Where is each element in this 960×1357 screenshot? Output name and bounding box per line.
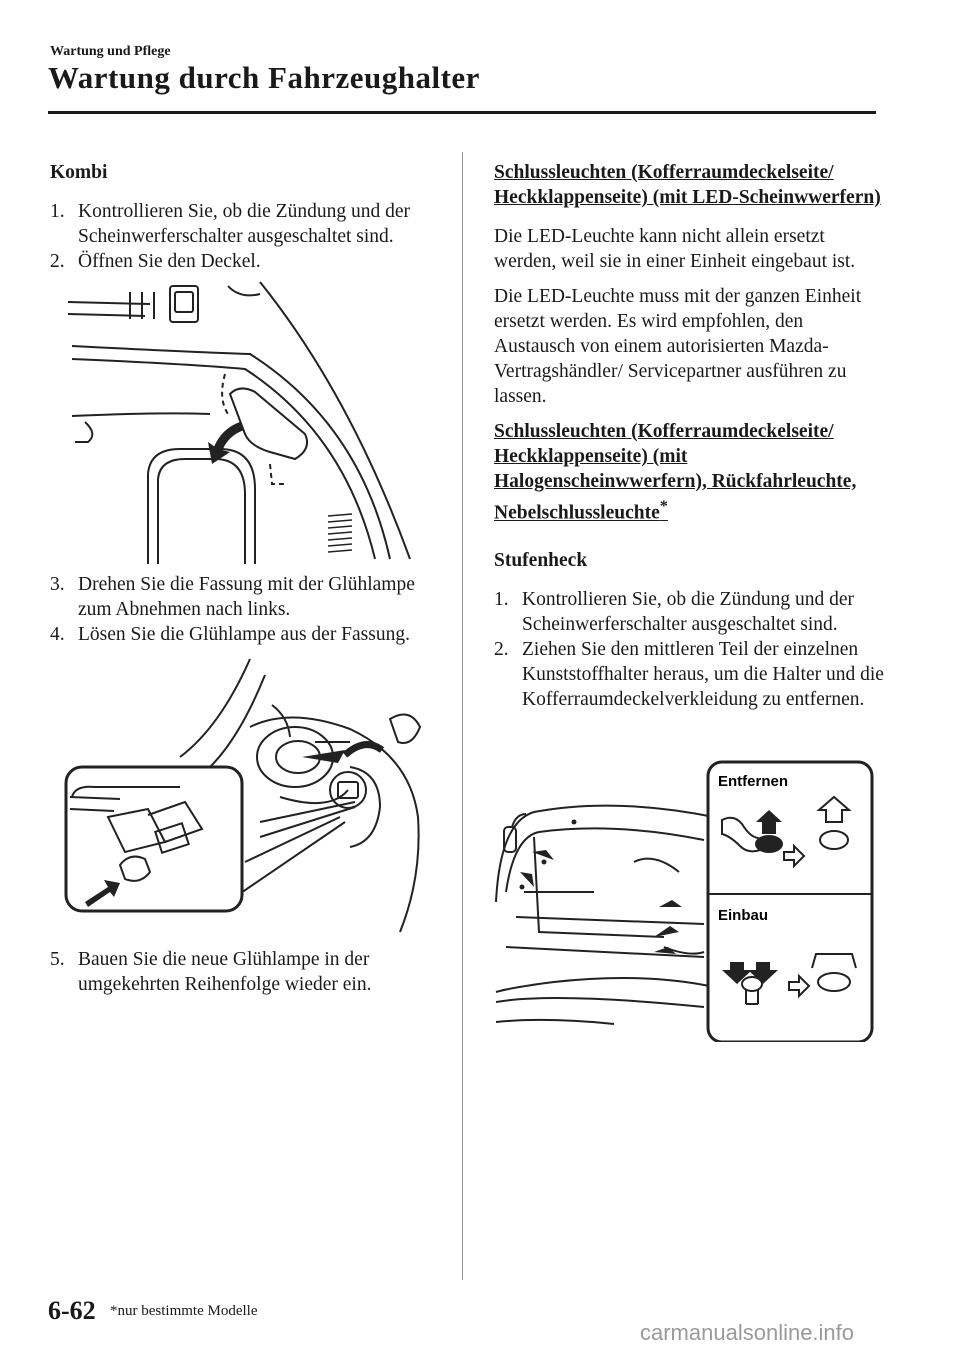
step-text: Ziehen Sie den mittleren Teil der einzelnen Kunststoffhalter heraus, um die Halter und die Kofferraumdeckelverkleidung zu entfernen. [522, 638, 884, 710]
paragraph-led-note-2: Die LED-Leuchte muss mit der ganzen Einheit ersetzt werden. Es wird empfohlen, den Austausch von einem autorisierten Mazda-Vertragshändler/ Servicepartner ausführen zu lassen. [494, 286, 862, 407]
section-label: Wartung und Pflege [50, 44, 171, 59]
steps-list-right [494, 587, 884, 712]
steps-list-b [50, 572, 445, 647]
heading-led-taillight: Schlussleuchten (Kofferraumdeckelseite/ Heckklappenseite) (mit LED-Scheinwwerfern) [494, 162, 881, 208]
page-title: Wartung durch Fahrzeughalter [48, 60, 480, 95]
step-item [494, 587, 884, 637]
step-number: 2. [50, 251, 65, 272]
figure-label-install: Einbau [718, 906, 769, 924]
heading-halogen-taillight [494, 419, 884, 526]
step-text: Öffnen Sie den Deckel. [78, 251, 261, 272]
subhead-stufenheck: Stufenheck [494, 549, 588, 571]
step-item [50, 572, 445, 622]
step-item [50, 249, 445, 274]
figure-remove-bulb [50, 647, 445, 947]
step-number: 4. [50, 624, 65, 645]
step-number: 1. [494, 588, 509, 610]
step-number: 2. [494, 638, 509, 660]
figure-open-cover [50, 274, 445, 572]
step-item [50, 622, 445, 647]
step-number: 3. [50, 574, 65, 595]
figure-label-remove: Entfernen [718, 772, 789, 790]
step-text: Bauen Sie die neue Glühlampe in der umgekehrten Reihenfolge wieder ein. [78, 949, 372, 995]
step-number: 5. [50, 949, 65, 970]
step-item [50, 947, 445, 997]
step-item [494, 637, 884, 712]
watermark: carmanualsonline.info [640, 1320, 855, 1345]
column-divider [462, 152, 463, 1280]
steps-list-a [50, 199, 445, 274]
subhead-kombi: Kombi [50, 162, 108, 183]
heading-halogen-text: Schlussleuchten (Kofferraumdeckelseite/ Heckklappenseite) (mit Halogenscheinwwerfern), Rückfahrleuchte, Nebelschlussleuchte [494, 421, 857, 524]
step-number: 1. [50, 201, 65, 222]
title-rule [48, 111, 876, 114]
step-text: Drehen Sie die Fassung mit der Glühlampe zum Abnehmen nach links. [78, 574, 415, 620]
steps-list-c [50, 947, 445, 997]
paragraph-led-note-1: Die LED-Leuchte kann nicht allein ersetzt werden, weil sie in einer Einheit eingebaut ist. [494, 226, 856, 272]
optional-mark: * [659, 497, 668, 515]
step-text: Lösen Sie die Glühlampe aus der Fassung. [78, 624, 410, 645]
page-number: 6-62 [48, 1296, 96, 1325]
figure-trunk-clips [494, 742, 884, 1042]
step-text: Kontrollieren Sie, ob die Zündung und der Scheinwerferschalter ausgeschaltet sind. [522, 588, 854, 635]
footnote: *nur bestimmte Modelle [110, 1303, 258, 1319]
step-text: Kontrollieren Sie, ob die Zündung und der Scheinwerferschalter ausgeschaltet sind. [78, 201, 410, 247]
right-column [494, 160, 884, 1042]
left-column [50, 160, 445, 997]
step-item [50, 199, 445, 249]
